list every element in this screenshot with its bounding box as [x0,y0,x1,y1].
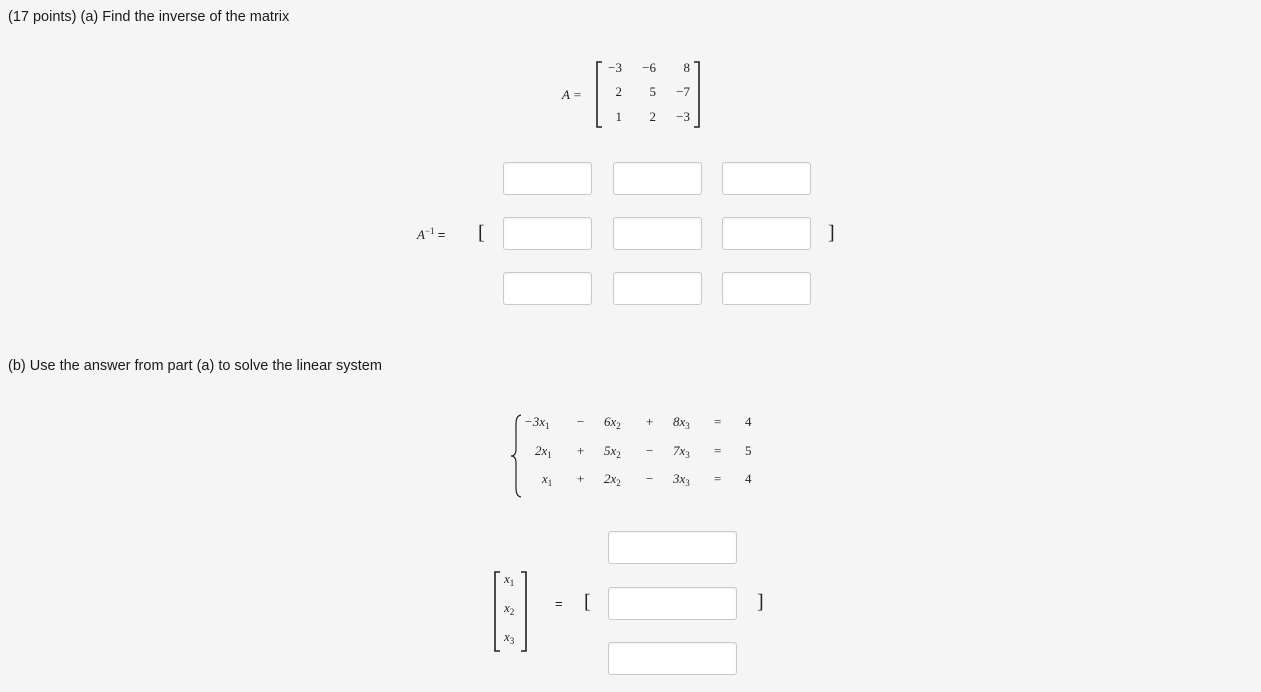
matrix-a-cell: 2 [649,109,656,124]
matrix-a-cell: −3 [676,109,690,124]
eq-term-2: $6x_2$ [604,414,621,431]
eq-term-2: $2x_2$ [604,471,621,488]
eq-rhs: 4 [745,414,752,429]
eq-term-3: $7x_3$ [673,443,690,460]
eq-operator: − [646,471,654,486]
solution-open-bracket: [ [584,591,591,613]
inverse-open-bracket: [ [478,222,485,244]
eq-term-1: $x_1$ [542,471,553,488]
eq-equals: = [714,471,722,486]
eq-operator: + [577,443,585,458]
vector-var: $x_1$ [504,571,515,588]
solution-input-x1[interactable] [608,531,737,564]
eq-term-1: $2x_1$ [535,443,552,460]
vector-var: $x_3$ [504,629,515,646]
solution-input-x3[interactable] [608,642,737,675]
matrix-a-cell: 1 [615,109,622,124]
eq-operator: + [577,471,585,486]
eq-term-3: $8x_3$ [673,414,690,431]
inverse-answer-input-r3c3[interactable] [722,272,811,305]
system-brace [510,413,524,499]
inverse-answer-input-r1c3[interactable] [722,162,811,195]
eq-operator: − [577,414,585,429]
eq-equals: = [714,443,722,458]
eq-term-1: $-3x_1$ [524,414,550,431]
vector-var: $x_2$ [504,600,515,617]
inverse-answer-input-r2c1[interactable] [503,217,592,250]
eq-equals: = [714,414,722,429]
eq-operator: − [646,443,654,458]
solution-input-x2[interactable] [608,587,737,620]
matrix-a-cell: 2 [615,84,622,99]
inverse-close-bracket: ] [828,222,835,244]
matrix-a-cell: −7 [676,84,690,99]
matrix-a-cell: −6 [642,60,656,75]
inverse-answer-input-r3c1[interactable] [503,272,592,305]
matrix-a-cell: 8 [683,60,690,75]
inverse-answer-input-r3c2[interactable] [613,272,702,305]
eq-rhs: 4 [745,471,752,486]
matrix-a-label: A = [562,87,582,102]
inverse-label: $A^{-1}$ = [417,226,446,242]
matrix-a-cell: 5 [649,84,656,99]
eq-term-3: $3x_3$ [673,471,690,488]
inverse-answer-input-r1c2[interactable] [613,162,702,195]
part-a-prompt: (17 points) (a) Find the inverse of the matrix [8,9,290,25]
inverse-answer-input-r2c3[interactable] [722,217,811,250]
eq-term-2: $5x_2$ [604,443,621,460]
solution-close-bracket: ] [757,591,764,613]
vector-equals: = [555,596,563,611]
inverse-answer-input-r2c2[interactable] [613,217,702,250]
matrix-a-cell: −3 [608,60,622,75]
inverse-answer-input-r1c1[interactable] [503,162,592,195]
eq-rhs: 5 [745,443,752,458]
part-b-prompt: (b) Use the answer from part (a) to solve the linear system [8,358,382,374]
eq-operator: + [646,414,654,429]
